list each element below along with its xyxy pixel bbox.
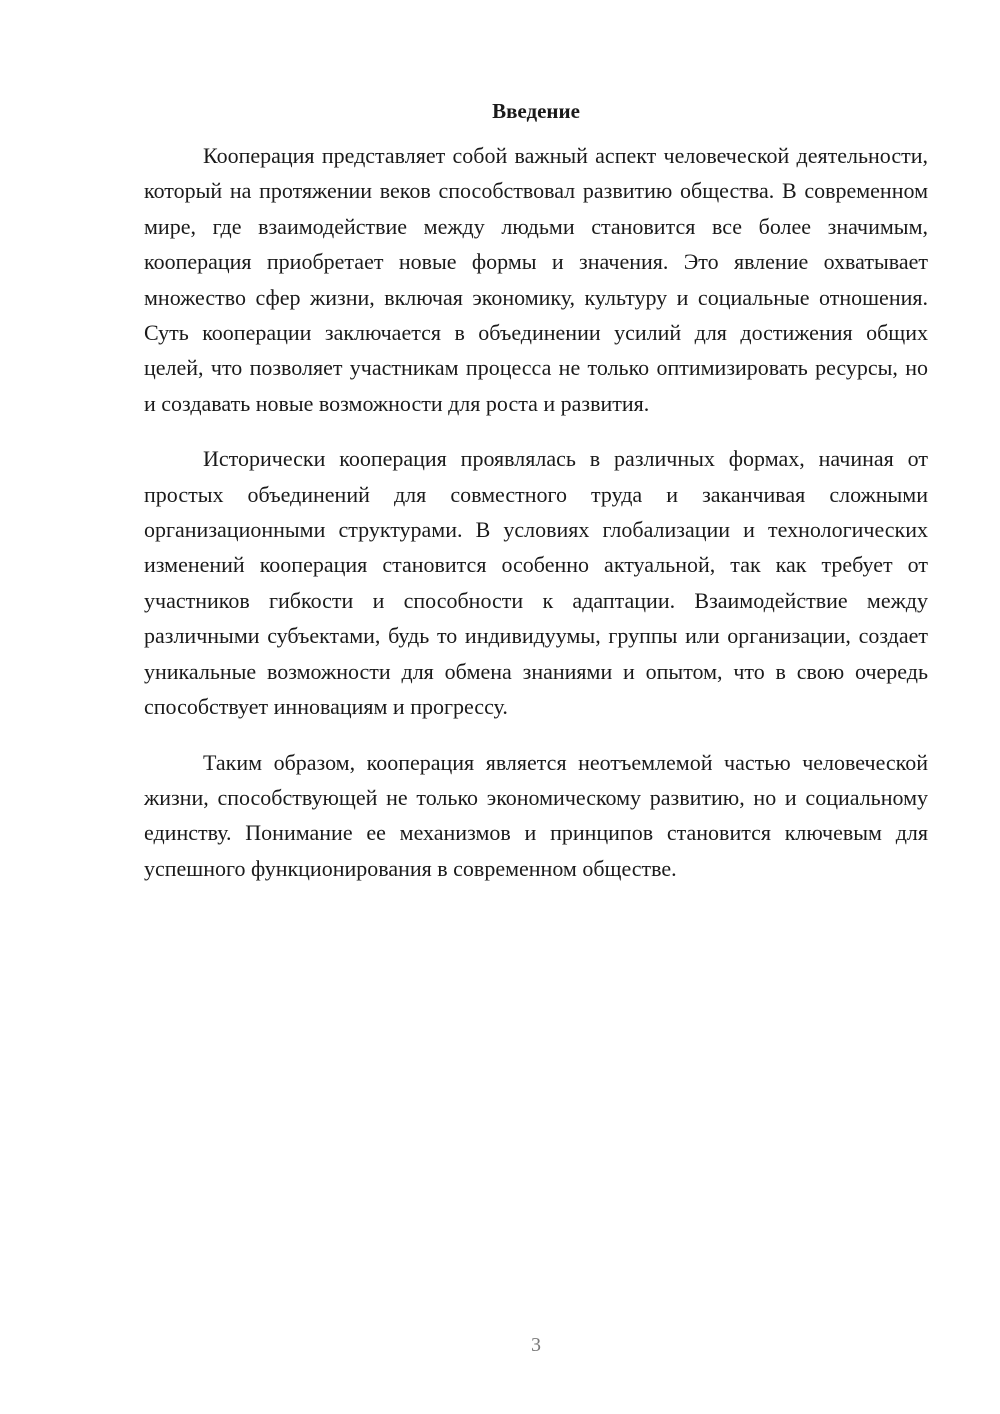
paragraph-1: Кооперация представляет собой важный аспект человеческой деятельности, который на протяжении веков способствовал развитию общества. В современном мире, где взаимодействие между людьми становится все более значимым, кооперация приобретает новые формы и значения. Это явление охватывает множество сфер жизни, включая экономику, культуру и социальные отношения. Суть кооперации заключается в объединении усилий для достижения общих целей, что позволяет участникам процесса не только оптимизировать ресурсы, но и создавать новые возможности для роста и развития. xyxy=(144,143,928,416)
paragraph-3: Таким образом, кооперация является неотъемлемой частью человеческой жизни, способствующей не только экономическому развитию, но и социальному единству. Понимание ее механизмов и принципов становится ключевым для успешного функционирования в современном обществе. xyxy=(144,749,928,881)
section-title: Введение xyxy=(492,99,580,123)
document-body xyxy=(144,97,928,906)
paragraph-2: Исторически кооперация проявлялась в различных формах, начиная от простых объединений для совместного труда и заканчивая сложными организационными структурами. В условиях глобализации и технологических изменений кооперация становится особенно актуальной, так как требует от участников гибкости и способности к адаптации. Взаимодействие между различными субъектами, будь то индивидуумы, группы или организации, создает уникальные возможности для обмена знаниями и опытом, что в свою очередь способствует инновациям и прогрессу. xyxy=(144,446,928,720)
page-number: 3 xyxy=(531,1334,541,1356)
